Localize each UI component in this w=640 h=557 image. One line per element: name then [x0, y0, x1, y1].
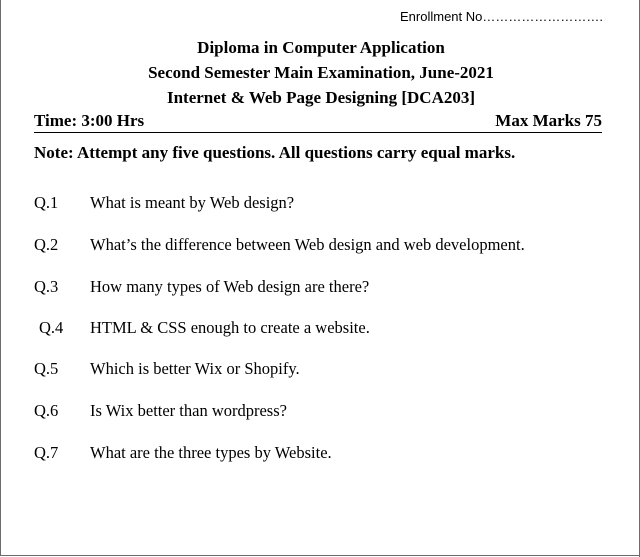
question-number: Q.4 [39, 318, 64, 337]
question-number: Q.2 [34, 235, 59, 254]
question-number: Q.5 [34, 359, 59, 378]
program-title: Diploma in Computer Application [197, 38, 445, 57]
subject-title: Internet & Web Page Designing [DCA203] [166, 88, 476, 107]
question-text: Is Wix better than wordpress? [90, 401, 287, 420]
exam-title: Second Semester Main Examination, June-2021 [148, 63, 494, 82]
question-text: What is meant by Web design? [90, 193, 295, 212]
max-marks-label: Max Marks 75 [495, 111, 602, 130]
question-text: What’s the difference between Web design and web development. [90, 235, 525, 254]
question-text: How many types of Web design are there? [90, 277, 370, 296]
question-text: HTML & CSS enough to create a website. [90, 318, 370, 337]
exam-meta-row [34, 110, 602, 133]
time-label: Time: 3:00 Hrs [34, 111, 145, 130]
question-number: Q.1 [34, 193, 59, 212]
question-text: What are the three types by Website. [90, 443, 332, 462]
question-number: Q.7 [34, 443, 59, 462]
question-number: Q.3 [34, 277, 59, 296]
instructions-note: Note: Attempt any five questions. All questions carry equal marks. [34, 143, 516, 162]
enrollment-number-label: Enrollment No………………………. [400, 9, 603, 24]
question-number: Q.6 [34, 401, 59, 420]
question-text: Which is better Wix or Shopify. [90, 359, 300, 378]
